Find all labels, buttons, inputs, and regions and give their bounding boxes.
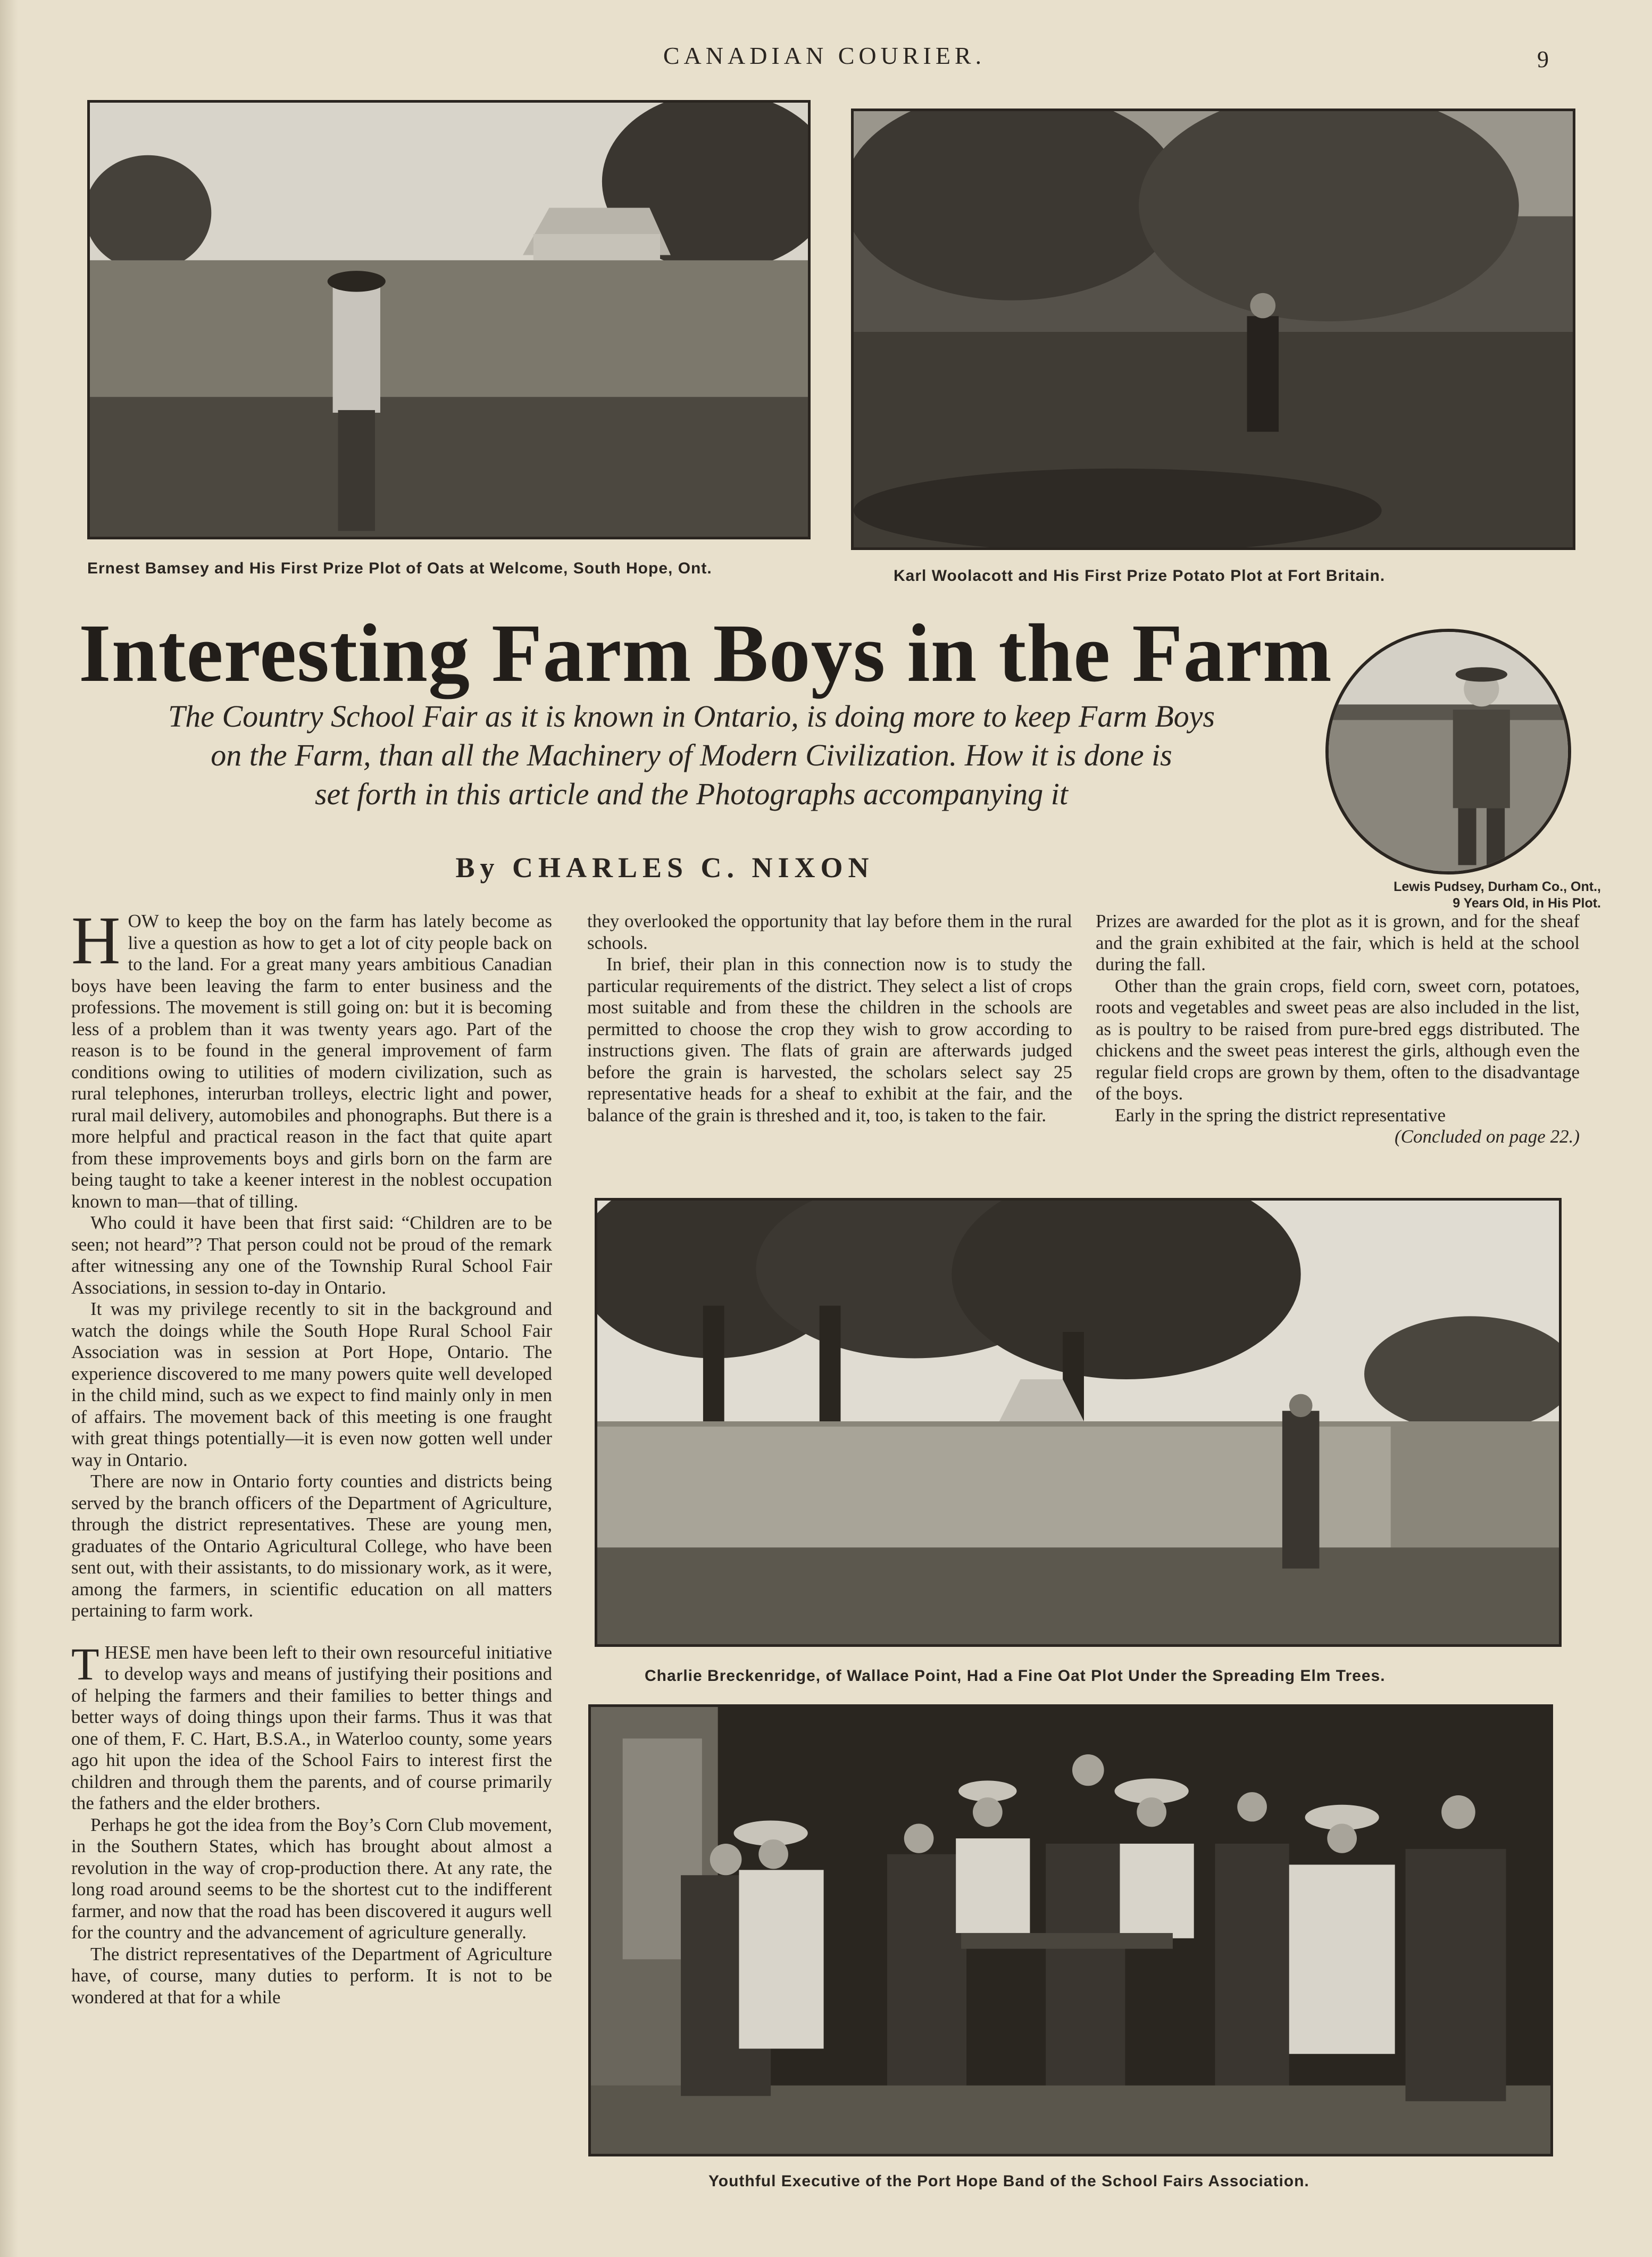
elm-trees-field-image — [597, 1201, 1559, 1644]
paragraph: Perhaps he got the idea from the Boy’s Corn Club movement, in the Southern States, which has brought about almost a revolution in the way of crop-production there. At any rate, the long road around seems to be the shortest cut to the indifferent farmer, and now that the road has been discovered it augurs well for the country and the advancement of agriculture generally. — [71, 1814, 552, 1943]
paragraph-text: OW to keep the boy on the farm has lately become as live a question as how to get a lot of city people back on to the land. For a great many years ambitious Canadian boys have been leaving the farm to enter business and the professions. The movement is still going on: but it is becoming less of a problem than it was twenty years ago. Part of the reason is to be found in the general improvement of farm conditions owing to utilities of modern civilization, such as rural telephones, interurban trolleys, electric light and power, rural mail delivery, automobiles and phonographs. But there is a more helpful and practical reason in the fact that quite apart from these improvements boys and girls born on the farm are being taught to take a keener interest in the noblest occupation known to man—that of tilling. — [71, 911, 552, 1212]
photo-lewis-pudsey — [1325, 629, 1571, 875]
byline: By CHARLES C. NIXON — [455, 852, 874, 884]
caption-line: 9 Years Old, in His Plot. — [1453, 896, 1601, 911]
paragraph: The district representatives of the Department of Agriculture have, of course, many duties to perform. It is not to be wondered at that for a while — [71, 1943, 552, 2008]
continued-notice: (Concluded on page 22.) — [1395, 1126, 1580, 1147]
paragraph: Other than the grain crops, field corn, sweet corn, potatoes, roots and vegetables and sweet peas are also included in the list, as is poultry to be raised from pure-bred eggs distributed. The chickens and the sweet peas interest the girls, although even the regular field crops are grown by them, often to the disadvantage of the boys. — [1096, 975, 1580, 1104]
potato-plot-image — [854, 111, 1573, 547]
paragraph: There are now in Ontario forty counties and districts being served by the branch officers of the Department of Agriculture, through the district representatives. These are young men, graduates of the Ontario Agricultural College, who have been sent out, with their assistants, to do missionary work, as it were, among the farmers, in scientific education on all matters pertaining to farm work. — [71, 1471, 552, 1621]
group-portrait-image — [591, 1707, 1550, 2154]
article-deck — [138, 697, 1245, 813]
deck-line: set forth in this article and the Photographs accompanying it — [314, 777, 1069, 812]
oats-field-image — [90, 103, 808, 537]
drop-cap: T — [71, 1638, 99, 1689]
photo-caption-pudsey — [1298, 879, 1601, 912]
photo-caption-executive: Youthful Executive of the Port Hope Band of the School Fairs Association. — [708, 2172, 1309, 2190]
photo-caption-breckenridge: Charlie Breckenridge, of Wallace Point, Had a Fine Oat Plot Under the Spreading Elm Trees. — [645, 1667, 1386, 1685]
paragraph: Early in the spring the district representative — [1115, 1104, 1446, 1126]
paragraph — [71, 1638, 552, 1814]
drop-cap: H — [71, 911, 121, 978]
paragraph: Prizes are awarded for the plot as it is grown, and for the sheaf and the grain exhibited at the fair, which is held at the school during the fall. — [1096, 911, 1580, 975]
photo-oats-plot — [87, 100, 811, 539]
paragraph: In brief, their plan in this connection now is to study the particular requirements of the district. They select a list of crops most suitable and from these the children in the schools are permitted to choose the crop they wish to grow according to instructions given. The flats of grain are afterwards judged before the grain is harvested, the scholars select say 25 representative heads for a sheaf to exhibit at the fair, and the balance of the grain is threshed and it, too, is taken to the fair. — [587, 954, 1072, 1126]
deck-line: on the Farm, than all the Machinery of Modern Civilization. How it is done is — [211, 738, 1172, 773]
caption-line: Lewis Pudsey, Durham Co., Ont., — [1394, 879, 1601, 894]
photo-caption-potato: Karl Woolacott and His First Prize Potato Plot at Fort Britain. — [894, 567, 1386, 585]
photo-potato-plot — [851, 109, 1575, 550]
paragraph: It was my privilege recently to sit in the background and watch the doings while the South Hope Rural School Fair Association was in session at Port Hope, Ontario. The experience discovered to me many powers quite well developed in the child mind, such as we expect to find mainly only in men of affairs. The movement back of this meeting is one fraught with great things potentially—it is even now gotten well under way in Ontario. — [71, 1298, 552, 1470]
article-column-3 — [1096, 911, 1580, 1187]
article-headline: Interesting Farm Boys in the Farm — [79, 607, 1332, 699]
paragraph: they overlooked the opportunity that lay before them in the rural schools. — [587, 911, 1072, 953]
paragraph-text: HESE men have been left to their own resourceful initiative to develop ways and means of justifying their positions and of helping the farmers and their families to better things and better ways of doing things upon their farms. Thus it was that one of them, F. C. Hart, B.S.A., in Waterloo county, some years ago hit upon the idea of the School Fairs to interest first the children and through them the parents, and of course primarily the fathers and the elder brothers. — [71, 1642, 552, 1813]
article-column-2 — [587, 911, 1072, 1187]
boy-in-plot-image — [1329, 632, 1568, 871]
running-head: CANADIAN COURIER. — [663, 42, 986, 69]
deck-line: The Country School Fair as it is known in Ontario, is doing more to keep Farm Boys — [168, 699, 1215, 734]
photo-caption-oats: Ernest Bamsey and His First Prize Plot of Oats at Welcome, South Hope, Ont. — [87, 560, 712, 577]
photo-school-fair-executive — [588, 1704, 1553, 2156]
page-number: 9 — [1537, 46, 1549, 72]
paragraph: Who could it have been that first said: “Children are to be seen; not heard”? That person could not be proud of the remark after witnessing any one of the Township Rural School Fair Associations, in session to-day in Ontario. — [71, 1212, 552, 1298]
paragraph — [71, 911, 552, 1212]
article-column-1 — [71, 911, 552, 2145]
page-edge — [0, 0, 18, 2257]
photo-elm-trees-oat-plot — [595, 1198, 1562, 1647]
